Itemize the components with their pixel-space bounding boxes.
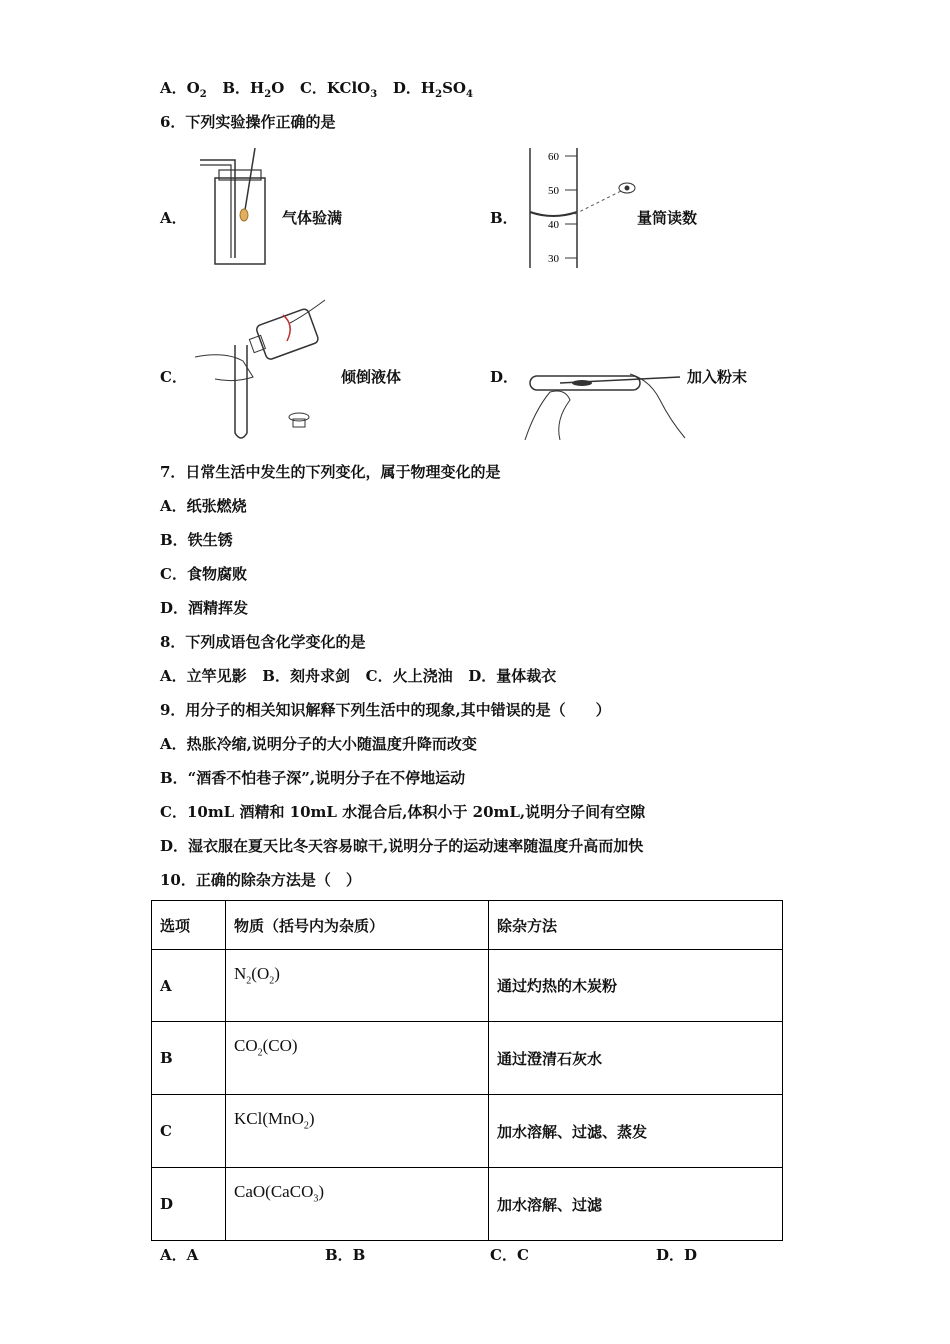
eye-icon: [619, 183, 635, 193]
row-option: A: [152, 950, 226, 1022]
header-substance: 物质（括号内为杂质）: [226, 901, 489, 950]
q6-caption-b: 量筒读数: [637, 209, 698, 227]
row-option: B: [152, 1022, 226, 1095]
row-substance: $CO_2(CO)$: [226, 1022, 489, 1095]
q6-caption-d: 加入粉末: [687, 368, 748, 386]
q7-stem: 7．日常生活中发生的下列变化，属于物理变化的是: [160, 463, 501, 481]
q8-options[interactable]: A．立竿见影 B．刻舟求剑 C．火上浇油 D．量体裁衣: [160, 667, 557, 685]
row-option: C: [152, 1095, 226, 1168]
q6-caption-c: 倾倒液体: [341, 368, 402, 386]
header-method: 除杂方法: [489, 901, 783, 950]
table-row: [152, 1022, 783, 1095]
q7-option-a[interactable]: A．纸张燃烧: [160, 497, 247, 515]
row-option: D: [152, 1168, 226, 1241]
q10-answer-a[interactable]: A．A: [160, 1246, 199, 1264]
q10-answer-c[interactable]: C．C: [490, 1246, 529, 1264]
header-option: 选项: [152, 901, 226, 950]
row-method: 加水溶解、过滤: [489, 1168, 783, 1241]
q10-answer-b[interactable]: B．B: [325, 1246, 366, 1264]
q9-option-d[interactable]: D．湿衣服在夏天比冬天容易晾干,说明分子的运动速率随温度升高而加快: [160, 837, 644, 855]
q6-option-a-label[interactable]: A．: [160, 209, 187, 227]
row-substance: $N_2(O_2)$: [226, 950, 489, 1022]
q7-option-c[interactable]: C．食物腐败: [160, 565, 247, 583]
q6-caption-a: 气体验满: [282, 209, 343, 227]
q6-option-d-label[interactable]: D．: [490, 368, 519, 386]
q5-option-a[interactable]: A．$O_2$: [160, 79, 207, 100]
row-method: 通过灼热的木炭粉: [489, 950, 783, 1022]
table-row: [152, 950, 783, 1022]
q7-option-d[interactable]: D．酒精挥发: [160, 599, 249, 617]
gas-bottle-illustration: [195, 148, 275, 270]
q9-option-c[interactable]: C．10mL 酒精和 10mL 水混合后,体积小于 20mL,说明分子间有空隙: [160, 803, 646, 821]
q5-option-c[interactable]: C．KClO$_3$: [299, 79, 378, 100]
q9-stem: 9．用分子的相关知识解释下列生活中的现象,其中错误的是（ ）: [160, 701, 611, 719]
q9-option-a[interactable]: A．热胀冷缩,说明分子的大小随温度升降而改变: [160, 735, 477, 753]
q6-stem: 6．下列实验操作正确的是: [160, 113, 336, 131]
q5-options: [160, 78, 473, 105]
q6-option-c-label[interactable]: C．: [160, 368, 187, 386]
table-header-row: [152, 901, 783, 950]
row-method: 通过澄清石灰水: [489, 1022, 783, 1095]
pouring-liquid-illustration: [195, 295, 335, 443]
table-row: [152, 1095, 783, 1168]
q10-answer-d[interactable]: D．D: [656, 1246, 698, 1264]
row-method: 加水溶解、过滤、蒸发: [489, 1095, 783, 1168]
table-row: [152, 1168, 783, 1241]
q8-stem: 8．下列成语包含化学变化的是: [160, 633, 366, 651]
tick-label-60: 60: [548, 151, 559, 163]
adding-powder-illustration: [520, 360, 690, 444]
tick-label-30: 30: [548, 253, 559, 265]
q5-option-b[interactable]: B．$H_2O$: [222, 79, 285, 100]
tick-label-50: 50: [548, 185, 559, 197]
q7-option-b[interactable]: B．铁生锈: [160, 531, 233, 549]
graduated-cylinder-illustration: [525, 148, 645, 270]
tick-label-40: 40: [548, 219, 559, 231]
q6-option-b-label[interactable]: B．: [490, 209, 518, 227]
q9-option-b[interactable]: B．“酒香不怕巷子深”,说明分子在不停地运动: [160, 769, 466, 787]
row-substance: KCl(MnO$_2$): [226, 1095, 489, 1168]
impurity-removal-table: [151, 900, 783, 1241]
q10-stem: 10．正确的除杂方法是（ ）: [160, 871, 361, 889]
q5-option-d[interactable]: D．$H_2SO_4$: [392, 79, 473, 100]
row-substance: CaO(CaCO$_3$): [226, 1168, 489, 1241]
